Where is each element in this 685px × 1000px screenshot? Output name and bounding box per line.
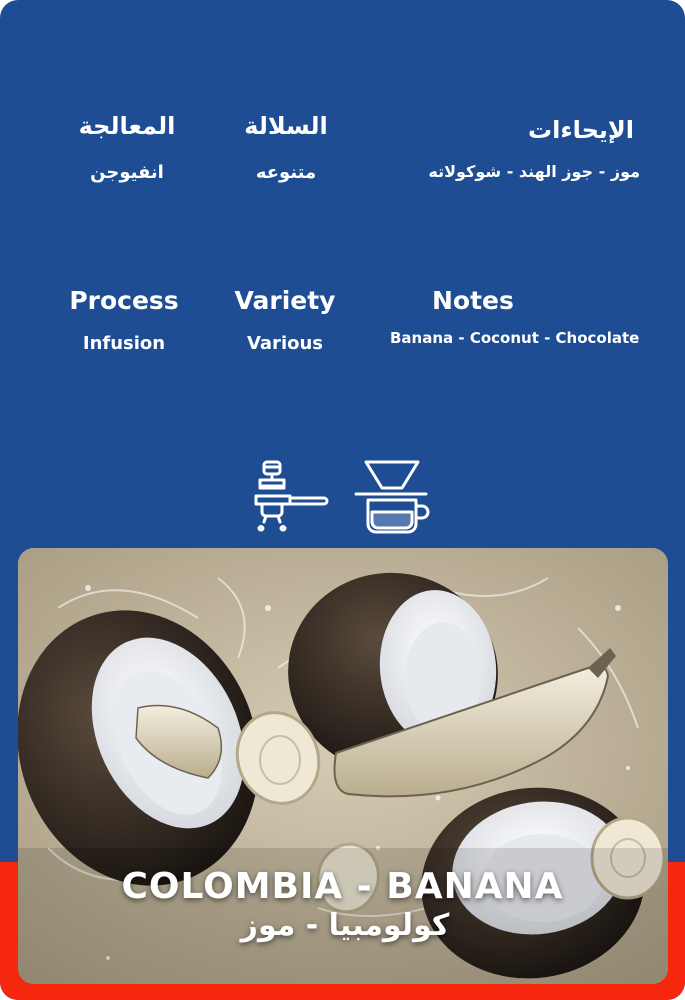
brew-method-icons bbox=[250, 458, 440, 540]
arabic-process-value: انفيوجن bbox=[90, 162, 164, 183]
arabic-process-column bbox=[62, 112, 192, 183]
pour-over-dripper-icon bbox=[356, 462, 428, 532]
english-process-heading: Process bbox=[69, 286, 179, 315]
arabic-notes-column bbox=[388, 116, 640, 181]
english-process-value: Infusion bbox=[82, 333, 166, 354]
arabic-variety-column bbox=[226, 112, 346, 183]
product-title-english: COLOMBIA - BANANA bbox=[121, 866, 564, 907]
espresso-machine-icon bbox=[256, 462, 327, 530]
arabic-variety-value: متنوعه bbox=[255, 162, 317, 183]
english-notes-value: Banana - Coconut - Chocolate bbox=[390, 329, 640, 347]
arabic-notes-value: موز - جوز الهند - شوكولاته bbox=[428, 162, 640, 181]
english-process-column bbox=[60, 286, 188, 354]
arabic-variety-heading: السلالة bbox=[244, 112, 328, 140]
english-notes-column bbox=[388, 286, 670, 347]
arabic-notes-heading: الإيحاءات bbox=[527, 116, 634, 144]
english-variety-column bbox=[225, 286, 345, 354]
product-title-arabic: كولومبيا - موز bbox=[240, 908, 450, 943]
english-variety-heading: Variety bbox=[234, 286, 336, 315]
english-variety-value: Various bbox=[246, 333, 324, 354]
arabic-process-heading: المعالجة bbox=[78, 112, 176, 140]
english-notes-heading: Notes bbox=[432, 286, 514, 315]
